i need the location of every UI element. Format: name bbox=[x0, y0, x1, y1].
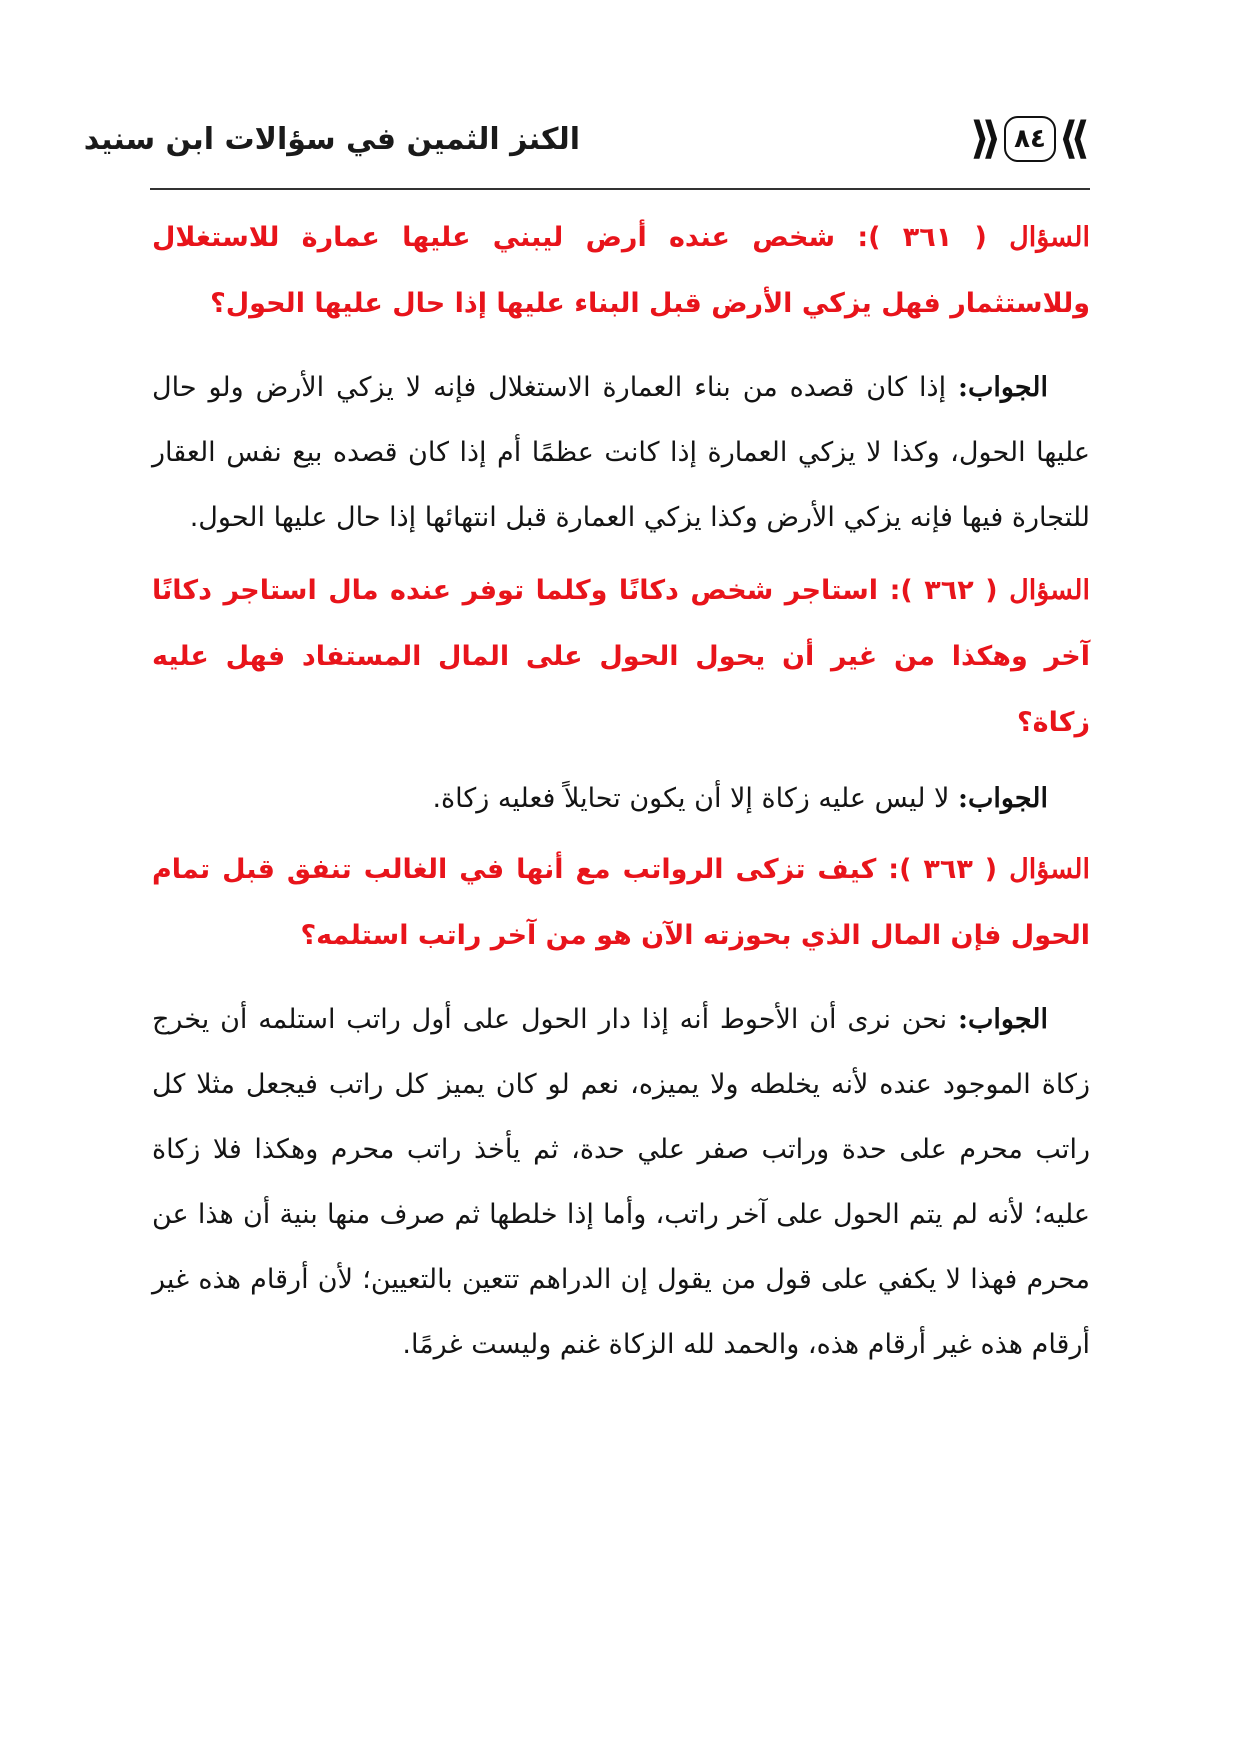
answer-label: الجواب: bbox=[958, 783, 1048, 814]
question-362 bbox=[152, 558, 1090, 756]
answer-text: نحن نرى أن الأحوط أنه إذا دار الحول على أول راتب استلمه أن يخرج زكاة الموجود عنده لأنه يخلطه ولا يميزه، نعم لو كان يميز كل راتب فيجعل مثلا كل راتب محرم على حدة وراتب صفر علي حدة، ثم يأخذ راتب محرم وهكذا فلا زكاة عليه؛ لأنه لم يتم الحول على آخر راتب، وأما إذا خلطها ثم صرف منها بنية أن هذا عن محرم فهذا لا يكفي على قول من يقول إن الدراهم تتعين بالتعيين؛ لأن أرقام هذه غير أرقام هذه غير أرقام هذه، والحمد لله الزكاة غنم وليست غرمًا. bbox=[152, 1004, 1090, 1360]
question-text: كيف تزكى الرواتب مع أنها في الغالب تنفق قبل تمام الحول فإن المال الذي بحوزته الآن هو من آخر راتب استلمه؟ bbox=[152, 854, 1090, 951]
book-title: الكنز الثمين في سؤالات ابن سنيد bbox=[83, 122, 580, 157]
answer-label: الجواب: bbox=[957, 1004, 1048, 1035]
question-number: ( ٣٦٣ ): bbox=[888, 854, 998, 885]
page-content bbox=[152, 205, 1090, 1377]
answer-361 bbox=[152, 355, 1090, 550]
answer-362 bbox=[152, 766, 1090, 831]
page-number: ٨٤ bbox=[1004, 116, 1057, 162]
answer-363 bbox=[152, 987, 1090, 1377]
question-label: السؤال bbox=[1009, 854, 1091, 885]
question-361 bbox=[152, 205, 1090, 337]
header-divider bbox=[150, 188, 1090, 190]
question-text: استاجر شخص دكانًا وكلما توفر عنده مال استاجر دكانًا آخر وهكذا من غير أن يحول الحول على المال المستفاد فهل عليه زكاة؟ bbox=[152, 575, 1090, 738]
question-label: السؤال bbox=[1009, 222, 1090, 253]
question-number: ( ٣٦١ ): bbox=[857, 222, 987, 253]
question-363 bbox=[152, 837, 1090, 969]
bracket-right-icon: ⟫ bbox=[1058, 113, 1090, 164]
question-label: السؤال bbox=[1009, 575, 1090, 606]
answer-text: إذا كان قصده من بناء العمارة الاستغلال فإنه لا يزكي الأرض ولو حال عليها الحول، وكذا لا يزكي العمارة إذا كانت عظمًا أم إذا كان قصده بيع نفس العقار للتجارة فيها فإنه يزكي الأرض وكذا يزكي العمارة قبل انتهائها إذا حال عليها الحول. bbox=[152, 372, 1090, 533]
answer-label: الجواب: bbox=[958, 372, 1049, 403]
page-header bbox=[83, 100, 1090, 190]
page-number-badge bbox=[970, 108, 1090, 170]
answer-text: لا ليس عليه زكاة إلا أن يكون تحايلاً فعليه زكاة. bbox=[432, 783, 950, 814]
question-number: ( ٣٦٢ ): bbox=[889, 575, 998, 606]
bracket-left-icon: ⟪ bbox=[970, 113, 1002, 164]
question-text: شخص عنده أرض ليبني عليها عمارة للاستغلال وللاستثمار فهل يزكي الأرض قبل البناء عليها إذا حال عليها الحول؟ bbox=[152, 222, 1090, 319]
